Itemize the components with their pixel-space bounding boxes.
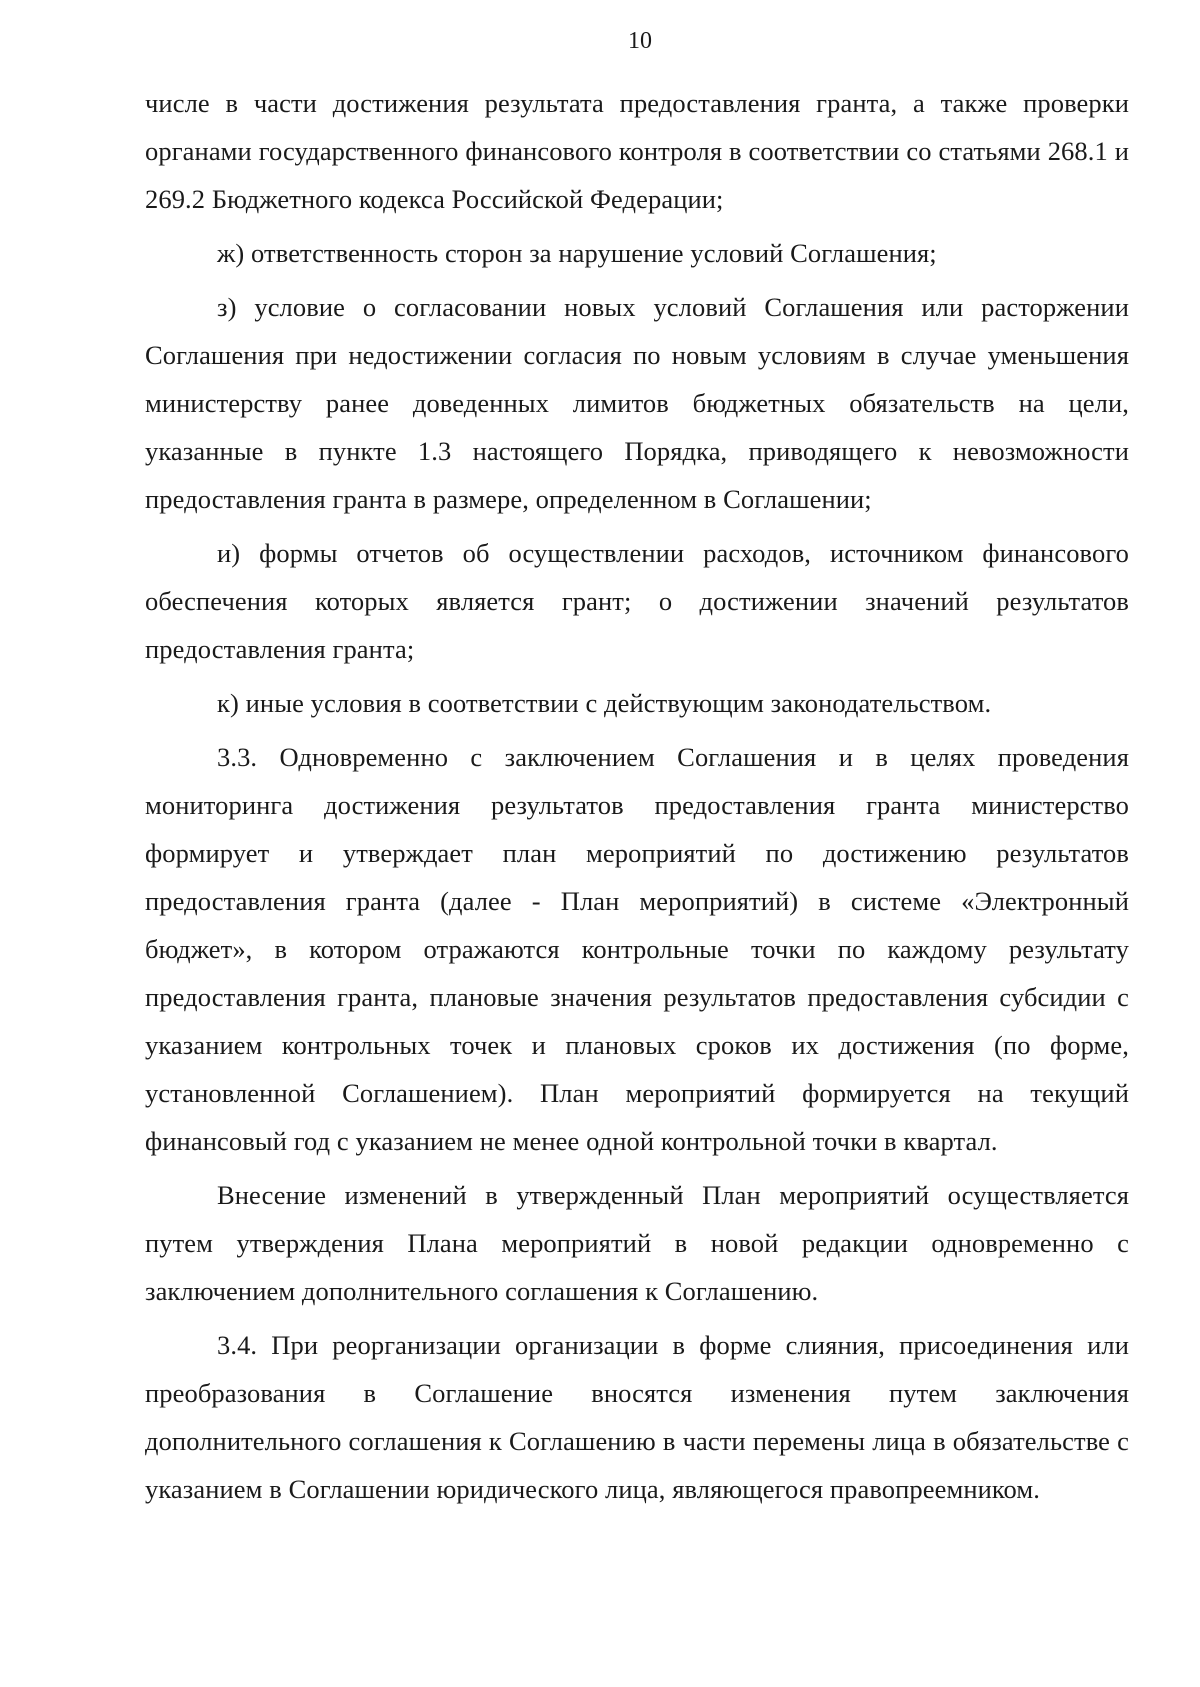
paragraph-item-zh: ж) ответственность сторон за нарушение условий Соглашения; xyxy=(217,238,937,268)
page-number: 10 xyxy=(628,28,652,54)
paragraph-continuation: числе в части достижения результата предоставления гранта, а также проверки органами государственного финансового контроля в соответствии со статьями 268.1 и 269.2 Бюджетного кодекса Российской Федерации; xyxy=(145,88,1129,214)
paragraph-3-3: 3.3. Одновременно с заключением Соглашения и в целях проведения мониторинга достижения результатов предоставления гранта министерство формирует и утверждает план мероприятий по достижению результатов предоставления гранта (далее - План мероприятий) в системе «Электронный бюджет», в котором отражаются контрольные точки по каждому результату предоставления гранта, плановые значения результатов предоставления субсидии с указанием контрольных точек и плановых сроков их достижения (по форме, установленной Соглашением). План мероприятий формируется на текущий финансовый год с указанием не менее одной контрольной точки в квартал. xyxy=(145,742,1129,1156)
document-body xyxy=(145,79,1129,1513)
paragraph-3-4: 3.4. При реорганизации организации в форме слияния, присоединения или преобразования в Соглашение вносятся изменения путем заключения дополнительного соглашения к Соглашению в части перемены лица в обязательстве с указанием в Соглашении юридического лица, являющегося правопреемником. xyxy=(145,1330,1129,1504)
paragraph-item-k: к) иные условия в соответствии с действующим законодательством. xyxy=(217,688,992,718)
paragraph-plan-changes: Внесение изменений в утвержденный План мероприятий осуществляется путем утверждения Плана мероприятий в новой редакции одновременно с заключением дополнительного соглашения к Соглашению. xyxy=(145,1180,1129,1306)
paragraph-item-i: и) формы отчетов об осуществлении расходов, источником финансового обеспечения которых является грант; о достижении значений результатов предоставления гранта; xyxy=(145,538,1129,664)
paragraph-item-z: з) условие о согласовании новых условий Соглашения или расторжении Соглашения при недостижении согласия по новым условиям в случае уменьшения министерству ранее доведенных лимитов бюджетных обязательств на цели, указанные в пункте 1.3 настоящего Порядка, приводящего к невозможности предоставления гранта в размере, определенном в Соглашении; xyxy=(145,292,1129,514)
